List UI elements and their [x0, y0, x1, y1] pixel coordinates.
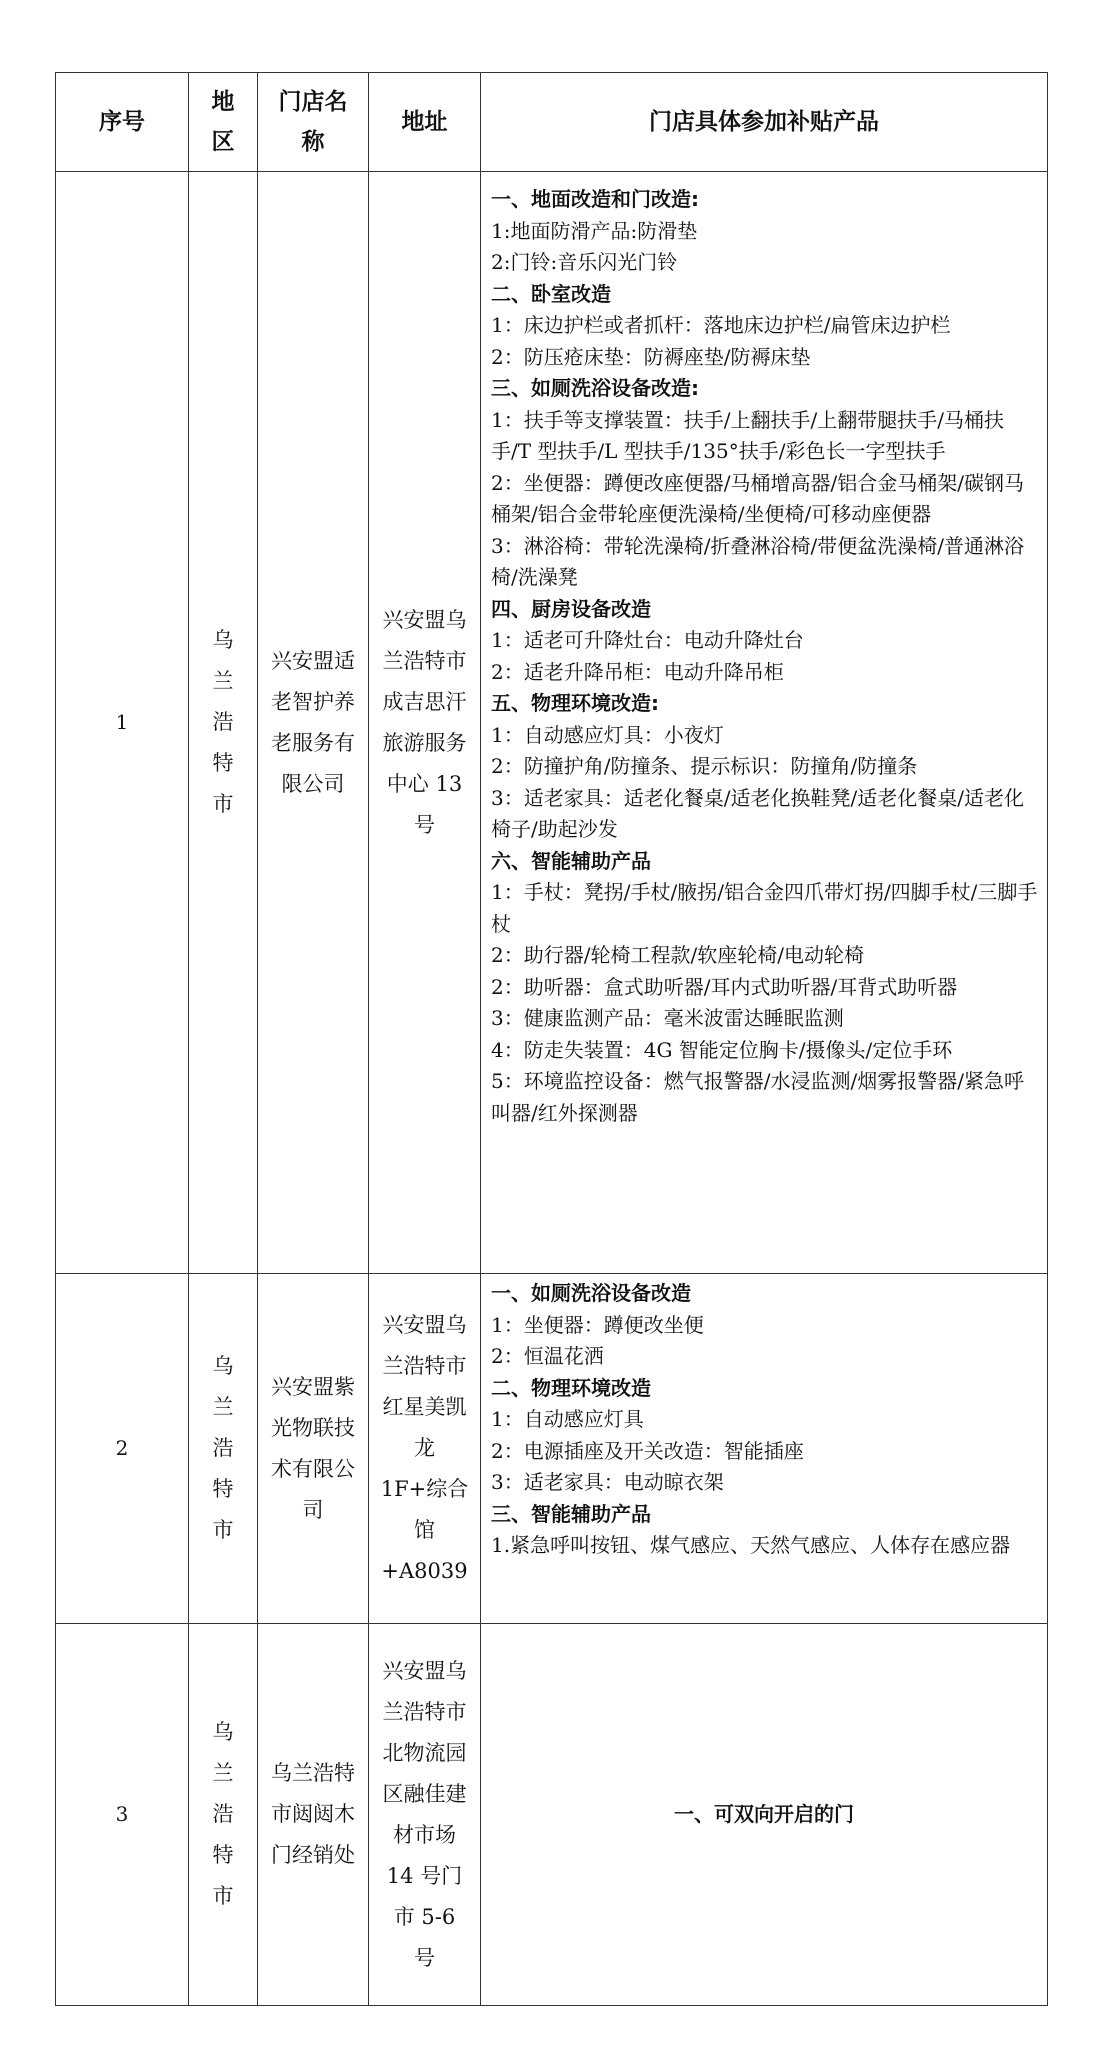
row-address: 兴安盟乌兰浩特市成吉思汗旅游服务中心 13 号 — [369, 172, 481, 1274]
product-item: 2：电源插座及开关改造：智能插座 — [491, 1438, 804, 1463]
product-item: 1:地面防滑产品:防滑垫 — [491, 218, 698, 243]
product-item: 2：适老升降吊柜：电动升降吊柜 — [491, 659, 784, 684]
product-item: 1：扶手等支撑装置：扶手/上翻扶手/上翻带腿扶手/马桶扶手/T 型扶手/L 型扶手/135°扶手/彩色长一字型扶手 — [491, 407, 1004, 463]
subsidy-store-table — [55, 72, 1048, 2006]
product-item: 1：手杖：凳拐/手杖/腋拐/铝合金四爪带灯拐/四脚手杖/三脚手杖 — [491, 880, 1038, 936]
row-address: 兴安盟乌兰浩特市红星美凯龙 1F+综合馆+A8039 — [369, 1274, 481, 1624]
product-item: 2:门铃:音乐闪光门铃 — [491, 250, 678, 274]
row-region: 乌兰浩特市 — [189, 172, 258, 1274]
product-item: 2：坐便器：蹲便改座便器/马桶增高器/铝合金马桶架/碳钢马桶架/铝合金带轮座便洗澡椅/坐便椅/可移动座便器 — [491, 470, 1024, 526]
product-item: 3：适老家具：电动晾衣架 — [491, 1470, 724, 1494]
row-products — [481, 172, 1048, 1274]
table-row — [56, 1274, 1048, 1624]
row-address: 兴安盟乌兰浩特市北物流园区融佳建材市场 14 号门市 5-6 号 — [369, 1624, 481, 2006]
table-row — [56, 1624, 1048, 2006]
product-item: 2：防压疮床垫：防褥座垫/防褥床垫 — [491, 344, 811, 369]
product-section-heading: 二、物理环境改造 — [491, 1375, 651, 1400]
product-item: 1.紧急呼叫按钮、煤气感应、天然气感应、人体存在感应器 — [491, 1533, 1011, 1557]
table-row — [56, 172, 1048, 1274]
row-seq: 1 — [56, 172, 189, 1274]
product-item: 1：自动感应灯具 — [491, 1407, 644, 1431]
product-item: 4：防走失装置：4G 智能定位胸卡/摄像头/定位手环 — [491, 1037, 953, 1062]
product-section-heading: 一、可双向开启的门 — [674, 1801, 854, 1826]
row-store: 兴安盟适老智护养老服务有限公司 — [258, 172, 369, 1274]
product-section-heading: 四、厨房设备改造 — [491, 596, 651, 621]
row-region: 乌兰浩特市 — [189, 1274, 258, 1624]
product-section-heading: 六、智能辅助产品 — [491, 848, 651, 873]
header-products: 门店具体参加补贴产品 — [481, 73, 1048, 172]
row-store: 乌兰浩特市闼闼木门经销处 — [258, 1624, 369, 2006]
product-item: 1：坐便器：蹲便改坐便 — [491, 1312, 704, 1337]
row-seq: 2 — [56, 1274, 189, 1624]
product-item: 1：适老可升降灶台：电动升降灶台 — [491, 628, 804, 652]
table-header-row — [56, 73, 1048, 172]
header-region: 地区 — [189, 73, 258, 172]
product-item: 3：淋浴椅：带轮洗澡椅/折叠淋浴椅/带便盆洗澡椅/普通淋浴椅/洗澡凳 — [491, 533, 1024, 589]
row-seq: 3 — [56, 1624, 189, 2006]
row-store: 兴安盟紫光物联技术有限公司 — [258, 1274, 369, 1624]
product-section-heading: 三、智能辅助产品 — [491, 1501, 651, 1526]
product-item: 3：适老家具：适老化餐桌/适老化换鞋凳/适老化餐桌/适老化椅子/助起沙发 — [491, 785, 1024, 841]
product-section-heading: 一、如厕洗浴设备改造 — [491, 1281, 691, 1305]
product-section-heading: 二、卧室改造 — [491, 281, 611, 306]
product-section-heading: 一、地面改造和门改造: — [491, 187, 699, 211]
row-products — [481, 1274, 1048, 1624]
product-item: 2：助行器/轮椅工程款/软座轮椅/电动轮椅 — [491, 943, 864, 967]
product-item: 1：床边护栏或者抓杆：落地床边护栏/扁管床边护栏 — [491, 313, 951, 337]
product-item: 2：助听器：盒式助听器/耳内式助听器/耳背式助听器 — [491, 974, 958, 999]
row-products — [481, 1624, 1048, 2006]
product-item: 3：健康监测产品：毫米波雷达睡眠监测 — [491, 1006, 844, 1030]
row-region: 乌兰浩特市 — [189, 1624, 258, 2006]
product-item: 5：环境监控设备：燃气报警器/水浸监测/烟雾报警器/紧急呼叫器/红外探测器 — [491, 1069, 1024, 1125]
product-item: 1：自动感应灯具：小夜灯 — [491, 722, 724, 747]
header-address: 地址 — [369, 73, 481, 172]
header-store: 门店名称 — [258, 73, 369, 172]
product-section-heading: 三、如厕洗浴设备改造: — [491, 376, 699, 400]
product-item: 2：防撞护角/防撞条、提示标识：防撞角/防撞条 — [491, 754, 918, 778]
product-section-heading: 五、物理环境改造: — [491, 691, 659, 715]
product-item: 2：恒温花洒 — [491, 1344, 604, 1368]
header-seq: 序号 — [56, 73, 189, 172]
